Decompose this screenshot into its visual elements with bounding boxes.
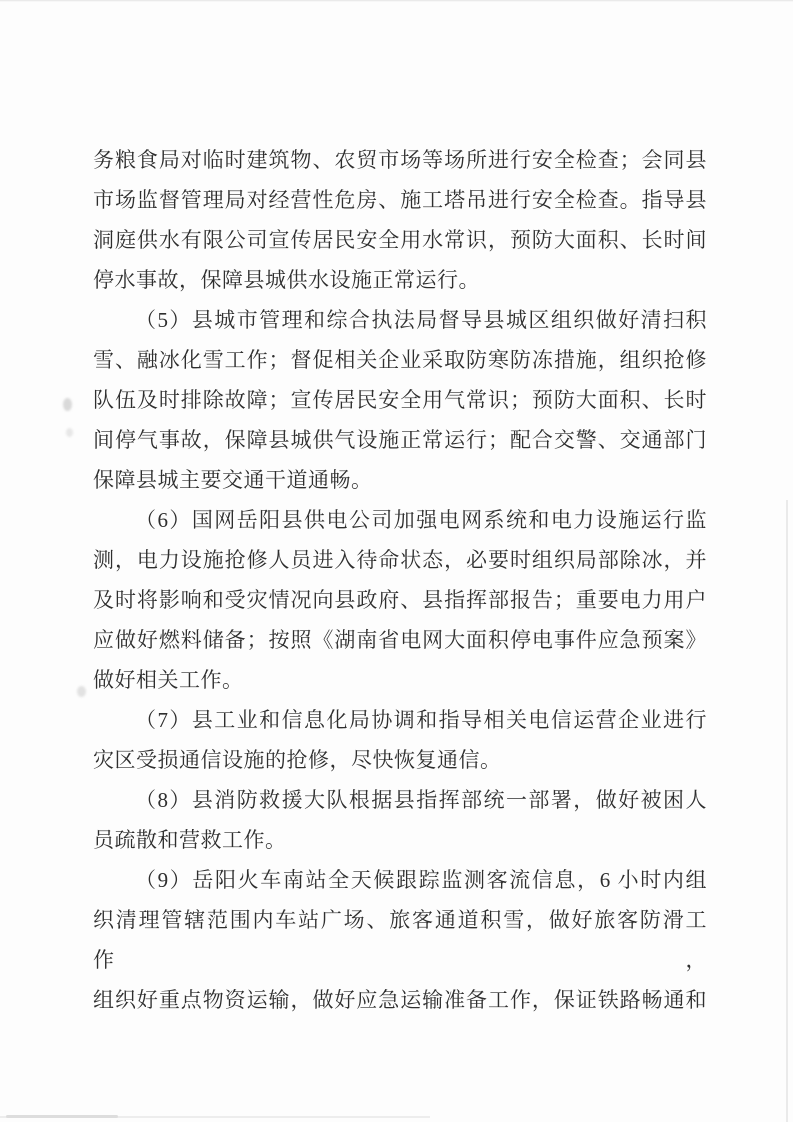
scan-smudge <box>66 428 73 437</box>
text-line: 务粮食局对临时建筑物、农贸市场等场所进行安全检查；会同县 <box>93 148 707 172</box>
text-line: （9）岳阳火车南站全天候跟踪监测客流信息，6 小时内组 <box>135 868 707 892</box>
scan-smudge <box>77 686 86 697</box>
text-line: 雪、融冰化雪工作；督促相关企业采取防寒防冻措施，组织抢修 <box>93 348 707 372</box>
text-line: 组织好重点物资运输，做好应急运输准备工作，保证铁路畅通和 <box>93 988 707 1012</box>
text-line: 洞庭供水有限公司宣传居民安全用水常识，预防大面积、长时间 <box>93 228 707 252</box>
paragraph-continuation <box>93 140 707 300</box>
text-line: （5）县城市管理和综合执法局督导县城区组织做好清扫积 <box>135 308 707 332</box>
scan-bottom-edge-mark <box>6 1115 118 1118</box>
text-line: （6）国网岳阳县供电公司加强电网系统和电力设施运行监 <box>135 508 707 532</box>
paragraph-item-9 <box>93 860 707 1020</box>
text-line: 市场监督管理局对经营性危房、施工塔吊进行安全检查。指导县 <box>93 188 707 212</box>
text-line: （7）县工业和信息化局协调和指导相关电信运营企业进行 <box>135 708 707 732</box>
text-line: 灾区受损通信设施的抢修，尽快恢复通信。 <box>93 748 502 772</box>
scan-top-edge-shadow <box>0 0 793 2</box>
text-line: 及时将影响和受灾情况向县政府、县指挥部报告；重要电力用户 <box>93 588 707 612</box>
text-line: 织清理管辖范围内车站广场、旅客通道积雪，做好旅客防滑工作， <box>93 908 707 972</box>
scan-smudge <box>63 398 72 411</box>
paragraph-item-6 <box>93 500 707 700</box>
text-line: 队伍及时排除故障；宣传居民安全用气常识；预防大面积、长时 <box>93 388 707 412</box>
paragraph-item-8 <box>93 780 707 860</box>
text-line: （8）县消防救援大队根据县指挥部统一部署，做好被困人 <box>135 788 707 812</box>
document-body <box>93 140 707 1020</box>
text-line: 员疏散和营救工作。 <box>93 828 287 852</box>
paragraph-item-5 <box>93 300 707 500</box>
text-line: 保障县城主要交通干道通畅。 <box>93 468 373 492</box>
text-line: 测，电力设施抢修人员进入待命状态，必要时组织局部除冰，并 <box>93 548 707 572</box>
text-line: 停水事故，保障县城供水设施正常运行。 <box>93 268 480 292</box>
text-line: 应做好燃料储备；按照《湖南省电网大面积停电事件应急预案》 <box>93 628 707 652</box>
scan-right-edge-line <box>786 500 788 1122</box>
text-line: 做好相关工作。 <box>93 668 244 692</box>
text-line: 间停气事故，保障县城供气设施正常运行；配合交警、交通部门 <box>93 428 707 452</box>
paragraph-item-7 <box>93 700 707 780</box>
